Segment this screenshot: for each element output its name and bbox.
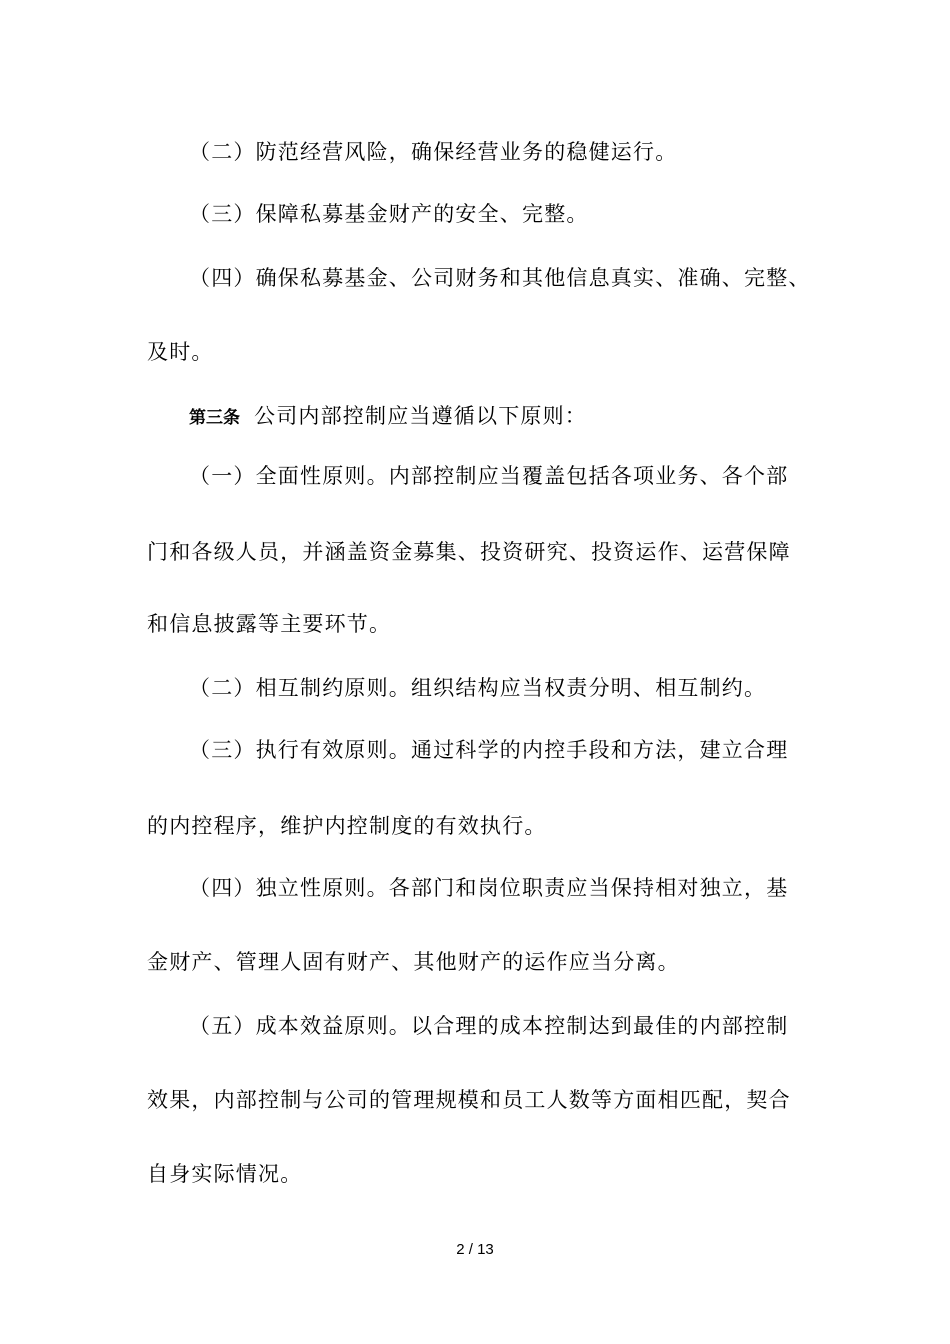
paragraph-line: （一）全面性原则。内部控制应当覆盖包括各项业务、各个部 [189, 464, 789, 488]
paragraph-line: 效果，内部控制与公司的管理规模和员工人数等方面相匹配，契合 [147, 1088, 791, 1112]
page-number: 2 / 13 [456, 1241, 494, 1258]
paragraph-line: （二）防范经营风险，确保经营业务的稳健运行。 [189, 140, 678, 164]
paragraph-line: （二）相互制约原则。组织结构应当权责分明、相互制约。 [189, 676, 767, 700]
paragraph-line: （四）确保私募基金、公司财务和其他信息真实、准确、完整、 [189, 266, 811, 290]
article-text: 公司内部控制应当遵循以下原则： [254, 404, 587, 428]
paragraph-line: 自身实际情况。 [147, 1162, 303, 1186]
paragraph-line: 及时。 [147, 340, 214, 364]
paragraph-line: （三）执行有效原则。通过科学的内控手段和方法，建立合理 [189, 738, 789, 762]
paragraph-line: （四）独立性原则。各部门和岗位职责应当保持相对独立，基 [189, 876, 789, 900]
paragraph-line: （三）保障私募基金财产的安全、完整。 [189, 202, 589, 226]
article-heading [189, 402, 587, 432]
paragraph-line: 的内控程序，维护内控制度的有效执行。 [147, 814, 547, 838]
paragraph-line: 和信息披露等主要环节。 [147, 612, 392, 636]
paragraph-line: 门和各级人员，并涵盖资金募集、投资研究、投资运作、运营保障 [147, 540, 791, 564]
paragraph-line: 金财产、管理人固有财产、其他财产的运作应当分离。 [147, 950, 680, 974]
paragraph-line: （五）成本效益原则。以合理的成本控制达到最佳的内部控制 [189, 1014, 789, 1038]
article-label: 第三条 [189, 408, 240, 428]
